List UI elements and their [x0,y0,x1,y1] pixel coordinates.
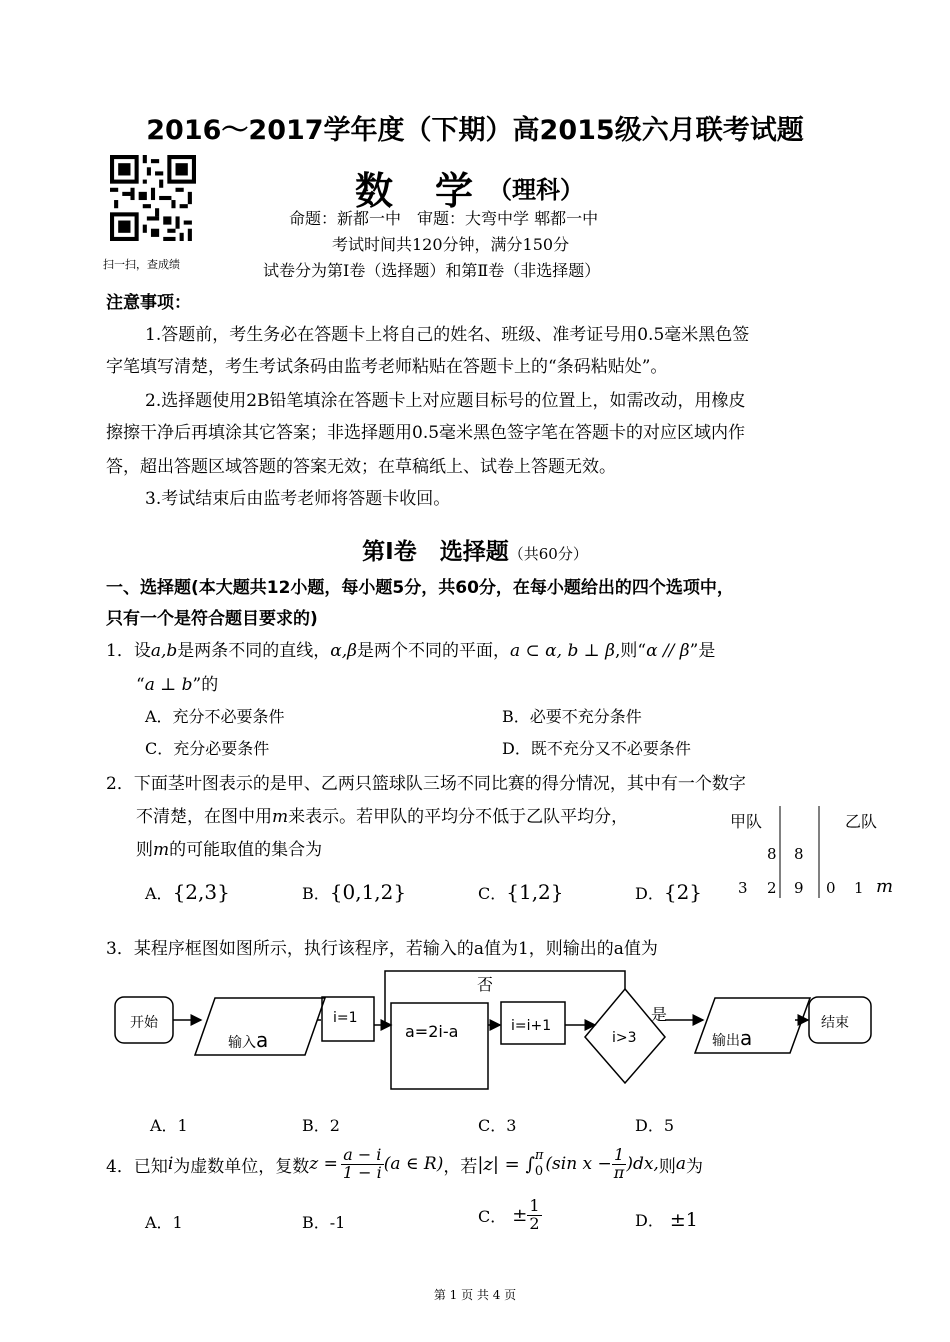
q3-option-d: D．5 [635,1116,675,1135]
q3-option-a: A．1 [150,1116,188,1135]
subject-title: 数 学 [355,169,476,213]
q1-option-a: A．充分不必要条件 [145,707,285,726]
section-instruction: 一、选择题(本大题共12小题，每小题5分，共60分，在每小题给出的四个选项中， [106,578,734,598]
notice-line: 2.选择题使用2B铅笔填涂在答题卡上对应题目标号的位置上，如需改动，用橡皮 [145,391,746,411]
flow-output-label: 输出a [712,1026,753,1050]
q2-option-b: B．{0,1,2} [302,880,407,904]
q1-option-b: B．必要不充分条件 [502,707,642,726]
question-3-line: 3．某程序框图如图所示，执行该程序，若输入的a值为1，则输出的a值为 [106,939,658,959]
stem-leaf-right-head: 乙队 [845,812,878,831]
question-2-line1: 2．下面茎叶图表示的是甲、乙两只篮球队三场不同比赛的得分情况，其中有一个数字 [106,774,746,794]
stem-leaf-left-head: 甲队 [730,812,763,831]
flowchart [105,965,885,1095]
notice-line: 答，超出答题区域答题的答案无效；在草稿纸上、试卷上答题无效。 [106,457,616,477]
question-4-line: 4．已知 i 为虚数单位，复数 z = $\frac{a - i}{1 - i}$ (a ∈ R) ，若 |z| = ∫ π 0 (sin x − $\frac{1}{\pi}$ )dx, 则 a 为 [106,1144,703,1182]
stem-leaf-cell: 2 [767,879,777,897]
stem-leaf-cell: m [876,876,894,897]
question-1-line1: 1．设a,b是两条不同的直线，α,β是两个不同的平面，a ⊂ α, b ⊥ β,则“α // β”是 [106,641,716,661]
notice-line: 3.考试结束后由监考老师将答题卡收回。 [145,489,451,509]
exam-title: 2016～2017学年度（下期）高2015级六月联考试题 [146,115,804,146]
stem-leaf-cell: 1 [854,879,864,897]
section-score: （共60分） [508,545,588,563]
q4-option-d: D． ±1 [635,1209,698,1231]
flow-start-label: 开始 [130,1015,158,1031]
stem-leaf-cell: 3 [738,879,748,897]
flow-assign-box [391,1003,488,1089]
stem-leaf-cell: 8 [767,845,777,863]
question-1-line2: “a ⊥ b”的 [136,675,219,695]
q3-option-b: B．2 [302,1116,340,1135]
question-2-line2: 不清楚，在图中用m来表示。若甲队的平均分不低于乙队平均分， [136,807,629,827]
section-title-text: 第Ⅰ卷 选择题 [362,539,509,565]
q2-option-c: C．{1,2} [478,880,564,904]
parts-line: 试卷分为第Ⅰ卷（选择题）和第Ⅱ卷（非选择题） [263,261,601,280]
notice-heading: 注意事项： [106,293,191,313]
authors-line: 命题：新都一中 审题：大弯中学 郫都一中 [289,209,599,228]
q2-option-d: D．{2} [635,880,703,904]
q4-option-b: B．-1 [302,1213,346,1232]
time-line: 考试时间共120分钟，满分150分 [332,235,570,254]
scan-hint: 扫一扫，查成绩 [103,258,180,271]
flow-cond-label: i>3 [612,1030,637,1046]
stem-leaf-cell: 9 [794,879,804,897]
page-footer: 第 1 页 共 4 页 [433,1288,517,1302]
flow-end-label: 结束 [821,1015,849,1031]
flow-assign-label: a=2i-a [405,1022,459,1041]
q4-option-a: A．1 [145,1213,183,1232]
notice-line: 1.答题前，考生务必在答题卡上将自己的姓名、班级、准考证号用0.5毫米黑色签 [145,325,750,345]
q1-option-d: D．既不充分又不必要条件 [502,739,691,758]
stem-leaf-cell: 8 [794,845,804,863]
flow-init-label: i=1 [333,1010,358,1026]
q3-option-c: C．3 [478,1116,517,1135]
q2-option-a: A．{2,3} [145,880,230,904]
notice-line: 擦擦干净后再填涂其它答案；非选择题用0.5毫米黑色签字笔在答题卡的对应区域内作 [106,423,746,443]
section-instruction: 只有一个是符合题目要求的) [106,609,318,629]
question-2-line3: 则m的可能取值的集合为 [136,840,323,860]
q4-option-c: C． ± $\frac{1}{2}$ [478,1196,540,1233]
subject-note: （理科） [488,176,584,204]
flow-no-label: 否 [477,975,494,994]
notice-line: 字笔填写清楚，考生考试条码由监考老师粘贴在答题卡上的“条码粘贴处”。 [106,357,668,377]
section-title [0,533,950,566]
qr-code-icon [110,155,196,241]
flow-incr-label: i=i+1 [511,1018,552,1034]
stem-leaf-cell: 0 [826,879,836,897]
flow-input-label: 输入a [228,1028,269,1052]
flow-yes-label: 是 [651,1005,668,1024]
q1-option-c: C．充分必要条件 [145,739,270,758]
